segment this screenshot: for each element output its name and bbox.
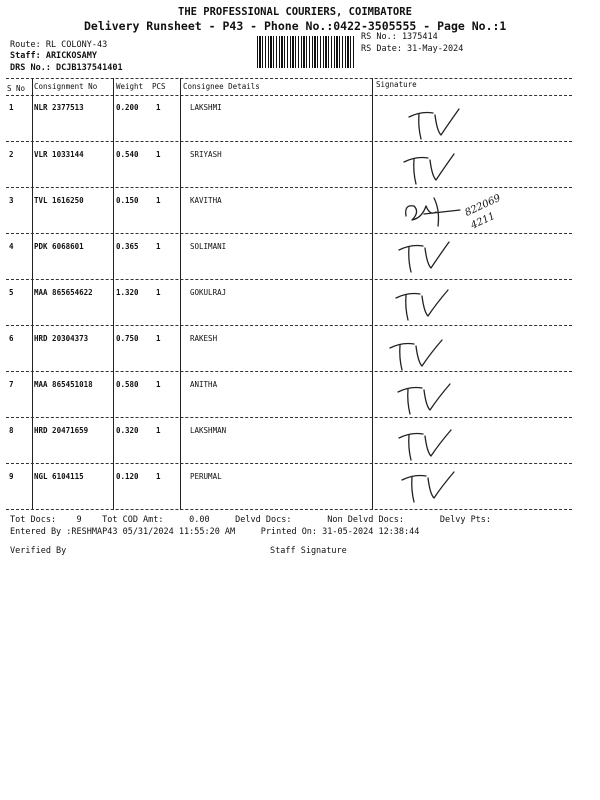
row-6-sno: 6 (9, 334, 14, 343)
signature-mark-9 (398, 466, 460, 508)
row-7-weight: 0.580 (116, 380, 139, 389)
row-6-consignee: RAKESH (190, 334, 218, 343)
signature-mark-4 (395, 236, 455, 278)
row-2-consignment: VLR 1033144 (34, 150, 84, 159)
row-1-consignment: NLR 2377513 (34, 103, 84, 112)
signature-mark-5 (392, 284, 454, 326)
row-5-consignment: MAA 865654622 (34, 288, 93, 297)
row-rule (6, 371, 572, 372)
col-divider (372, 78, 373, 510)
col-consignee: Consignee Details (183, 82, 260, 91)
row-9-consignee: PERUMAL (190, 472, 222, 481)
row-5-weight: 1.320 (116, 288, 139, 297)
row-2-sno: 2 (9, 150, 14, 159)
row-3-consignee: KAVITHA (190, 196, 222, 205)
row-8-pcs: 1 (156, 426, 161, 435)
barcode-icon (257, 36, 355, 68)
row-6-pcs: 1 (156, 334, 161, 343)
table-bottom-rule (6, 509, 572, 510)
col-divider (113, 78, 114, 510)
row-rule (6, 463, 572, 464)
staff-signature-label: Staff Signature (270, 546, 347, 556)
row-9-pcs: 1 (156, 472, 161, 481)
row-rule (6, 417, 572, 418)
row-8-consignment: HRD 20471659 (34, 426, 89, 435)
row-4-consignment: PDK 6068601 (34, 242, 84, 251)
signature-mark-7 (394, 378, 456, 420)
row-8-consignee: LAKSHMAN (190, 426, 227, 435)
header-top-rule (6, 78, 572, 79)
row-2-weight: 0.540 (116, 150, 139, 159)
row-2-consignee: SRIYASH (190, 150, 222, 159)
row-7-sno: 7 (9, 380, 14, 389)
staff-label: Staff: ARICKOSAMY (10, 51, 97, 61)
row-8-weight: 0.320 (116, 426, 139, 435)
company-name: THE PROFESSIONAL COURIERS, COIMBATORE (178, 6, 412, 18)
col-divider (180, 78, 181, 510)
route-label: Route: RL COLONY-43 (10, 40, 108, 50)
col-sno: S No (7, 84, 26, 93)
row-9-sno: 9 (9, 472, 14, 481)
row-rule (6, 325, 572, 326)
row-7-pcs: 1 (156, 380, 161, 389)
entered-by-line: Entered By :RESHMAP43 05/31/2024 11:55:20 AM Printed On: 31-05-2024 12:38:44 (10, 527, 420, 537)
rs-number: RS No.: 1375414 (361, 32, 438, 42)
row-5-sno: 5 (9, 288, 14, 297)
verified-by-label: Verified By (10, 546, 67, 556)
row-rule (6, 187, 572, 188)
header-bottom-rule (6, 95, 572, 96)
row-9-consignment: NGL 6104115 (34, 472, 84, 481)
col-divider (32, 78, 33, 510)
row-9-weight: 0.120 (116, 472, 139, 481)
totals-line: Tot Docs: 9 Tot COD Amt: 0.00 Delvd Docs: Non Delvd Docs: Delvy Pts: (10, 515, 492, 525)
signature-mark-3 (400, 190, 470, 230)
signature-mark-2 (400, 148, 460, 190)
rs-date: RS Date: 31-May-2024 (361, 44, 464, 54)
signature-mark-1 (405, 105, 465, 145)
signature-mark-6 (386, 334, 448, 376)
row-3-sno: 3 (9, 196, 14, 205)
row-2-pcs: 1 (156, 150, 161, 159)
row-3-pcs: 1 (156, 196, 161, 205)
row-6-weight: 0.750 (116, 334, 139, 343)
row-1-pcs: 1 (156, 103, 161, 112)
row-7-consignment: MAA 865451018 (34, 380, 93, 389)
col-pcs: PCS (152, 82, 166, 91)
row-1-sno: 1 (9, 103, 14, 112)
row-rule (6, 233, 572, 234)
col-consignment: Consignment No (34, 82, 98, 91)
row-rule (6, 141, 572, 142)
runsheet-title: Delivery Runsheet - P43 - Phone No.:0422-3505555 - Page No.:1 (84, 19, 507, 33)
col-weight: Weight (116, 82, 144, 91)
row-3-consignment: TVL 1616250 (34, 196, 84, 205)
row-4-sno: 4 (9, 242, 14, 251)
row-1-consignee: LAKSHMI (190, 103, 222, 112)
row-4-pcs: 1 (156, 242, 161, 251)
drs-number: DRS No.: DCJB137541401 (10, 63, 123, 73)
row-5-pcs: 1 (156, 288, 161, 297)
row-1-weight: 0.200 (116, 103, 139, 112)
row-rule (6, 279, 572, 280)
handwritten-note: 822069 4211 (463, 192, 503, 232)
row-7-consignee: ANITHA (190, 380, 218, 389)
row-6-consignment: HRD 20304373 (34, 334, 89, 343)
col-signature: Signature (376, 80, 417, 89)
row-4-consignee: SOLIMANI (190, 242, 227, 251)
row-3-weight: 0.150 (116, 196, 139, 205)
row-5-consignee: GOKULRAJ (190, 288, 227, 297)
signature-mark-8 (395, 424, 457, 466)
row-8-sno: 8 (9, 426, 14, 435)
row-4-weight: 0.365 (116, 242, 139, 251)
